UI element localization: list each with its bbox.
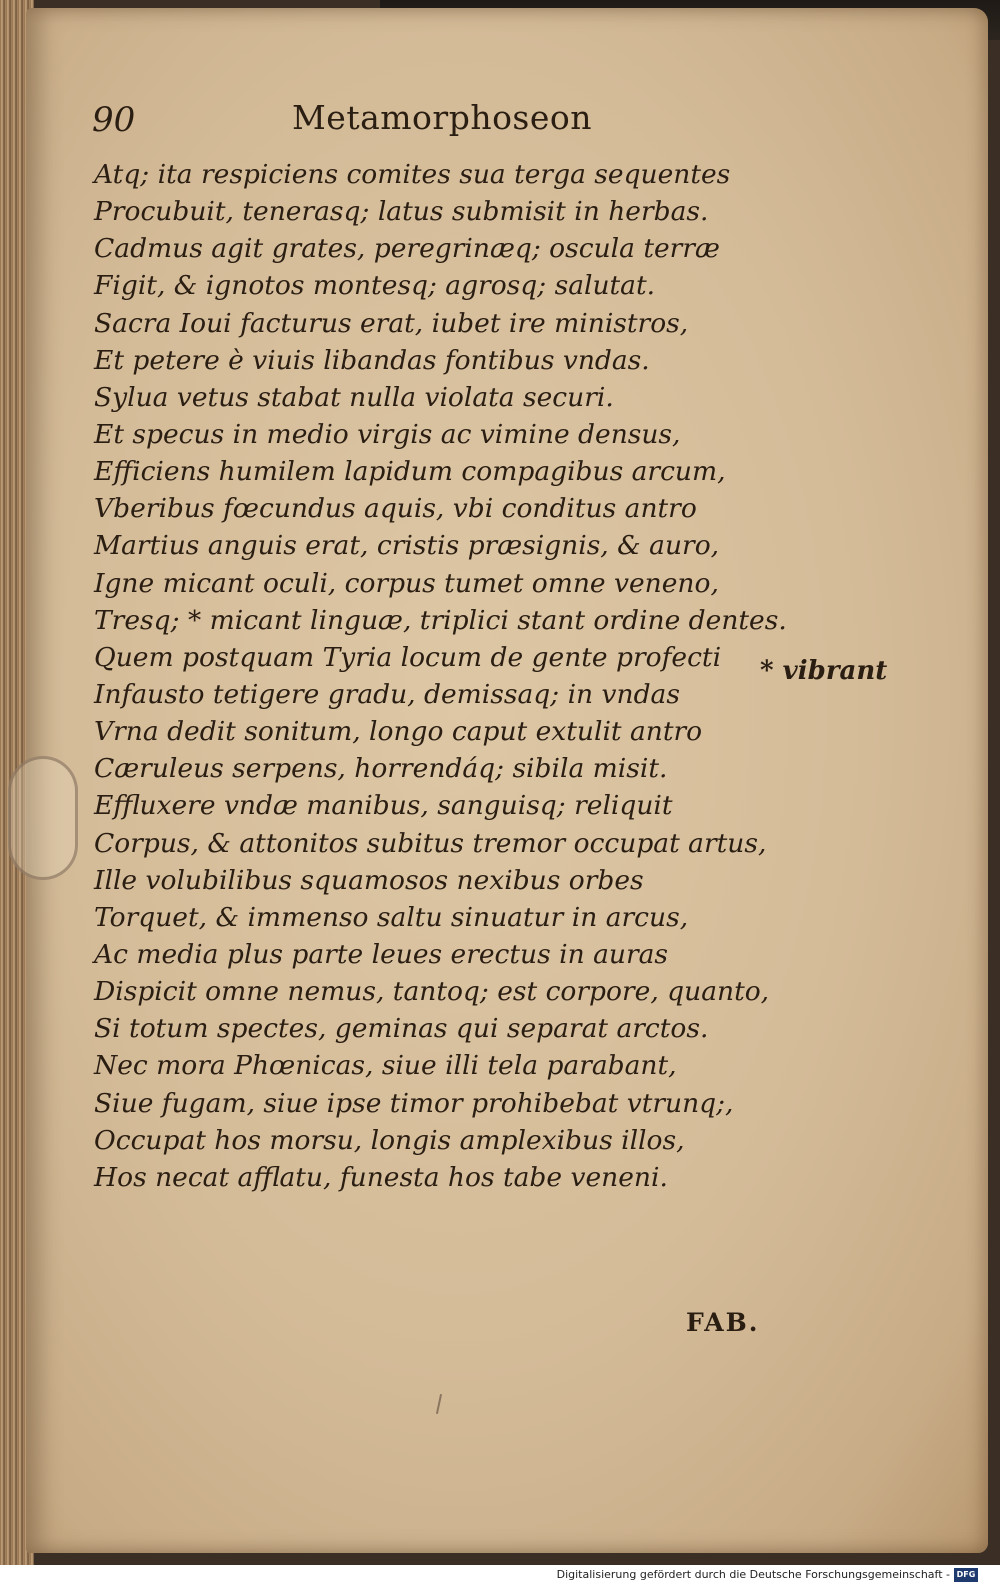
- running-title: Metamorphoseon: [292, 98, 593, 137]
- page-number: 90: [92, 100, 136, 140]
- verse-line: Corpus, & attonitos subitus tremor occupat artus,: [94, 827, 767, 859]
- verse-line: Dispicit omne nemus, tantoq; est corpore, quanto,: [94, 976, 770, 1008]
- verse-line: Occupat hos morsu, longis amplexibus illos,: [94, 1124, 685, 1156]
- verse-line: Hos necat afflatu, funesta hos tabe veneni.: [94, 1161, 668, 1193]
- verse-line: Vberibus fœcundus aquis, vbi conditus antro: [94, 493, 697, 525]
- verse-line: Tresq; * micant linguæ, triplici stant ordine dentes.: [94, 604, 787, 636]
- verse-line: Figit, & ignotos montesq; agrosq; salutat.: [94, 270, 656, 302]
- verse-line: Nec mora Phœnicas, siue illi tela parabant,: [94, 1050, 677, 1082]
- footer-credit: Digitalisierung gefördert durch die Deutsche Forschungsgemeinschaft -: [556, 1568, 950, 1581]
- verse-line: Ille volubilibus squamosos nexibus orbes: [94, 864, 644, 896]
- verse-line: Sylua vetus stabat nulla violata securi.: [94, 381, 614, 413]
- verse-line: Igne micant oculi, corpus tumet omne veneno,: [94, 567, 719, 599]
- verse-line: Quem postquam Tyria locum de gente profecti: [94, 641, 722, 673]
- verse-line: Effluxere vndæ manibus, sanguisq; reliquit: [94, 790, 673, 822]
- verse-line: Procubuit, tenerasq; latus submisit in herbas.: [94, 196, 709, 228]
- verse-line: Efficiens humilem lapidum compagibus arcum,: [94, 456, 726, 488]
- verse-line: Cadmus agit grates, peregrinæq; oscula terræ: [94, 233, 720, 265]
- verse-line: Siue fugam, siue ipse timor prohibebat vtrunq;,: [94, 1087, 734, 1119]
- verse-line: Ac media plus parte leues erectus in auras: [94, 938, 669, 970]
- verse-line: Infausto tetigere gradu, demissaq; in vndas: [94, 678, 680, 710]
- verse-line: Vrna dedit sonitum, longo caput extulit antro: [94, 716, 703, 748]
- verse-line: Et specus in medio virgis ac vimine densus,: [94, 418, 681, 450]
- verse-line: Atq; ita respiciens comites sua terga sequentes: [94, 159, 731, 190]
- digitization-footer: [0, 1565, 1000, 1587]
- catchword: FAB.: [686, 1308, 760, 1337]
- verse-line: Sacra Ioui facturus erat, iubet ire ministros,: [94, 307, 689, 339]
- verse-line: Martius anguis erat, cristis præsignis, & auro,: [94, 530, 720, 562]
- verse-list: [94, 156, 787, 1196]
- verse-line: Cæruleus serpens, horrendáq; sibila misit.: [94, 753, 668, 785]
- marginal-gloss: * vibrant: [760, 656, 888, 686]
- verse-line: Si totum spectes, geminas qui separat arctos.: [94, 1013, 709, 1045]
- verse-line: Torquet, & immenso saltu sinuatur in arcus,: [94, 901, 689, 933]
- verse-line: Et petere è viuis libandas fontibus vndas.: [94, 344, 650, 376]
- page-clip: [8, 756, 78, 880]
- dfg-logo: DFG: [954, 1568, 978, 1582]
